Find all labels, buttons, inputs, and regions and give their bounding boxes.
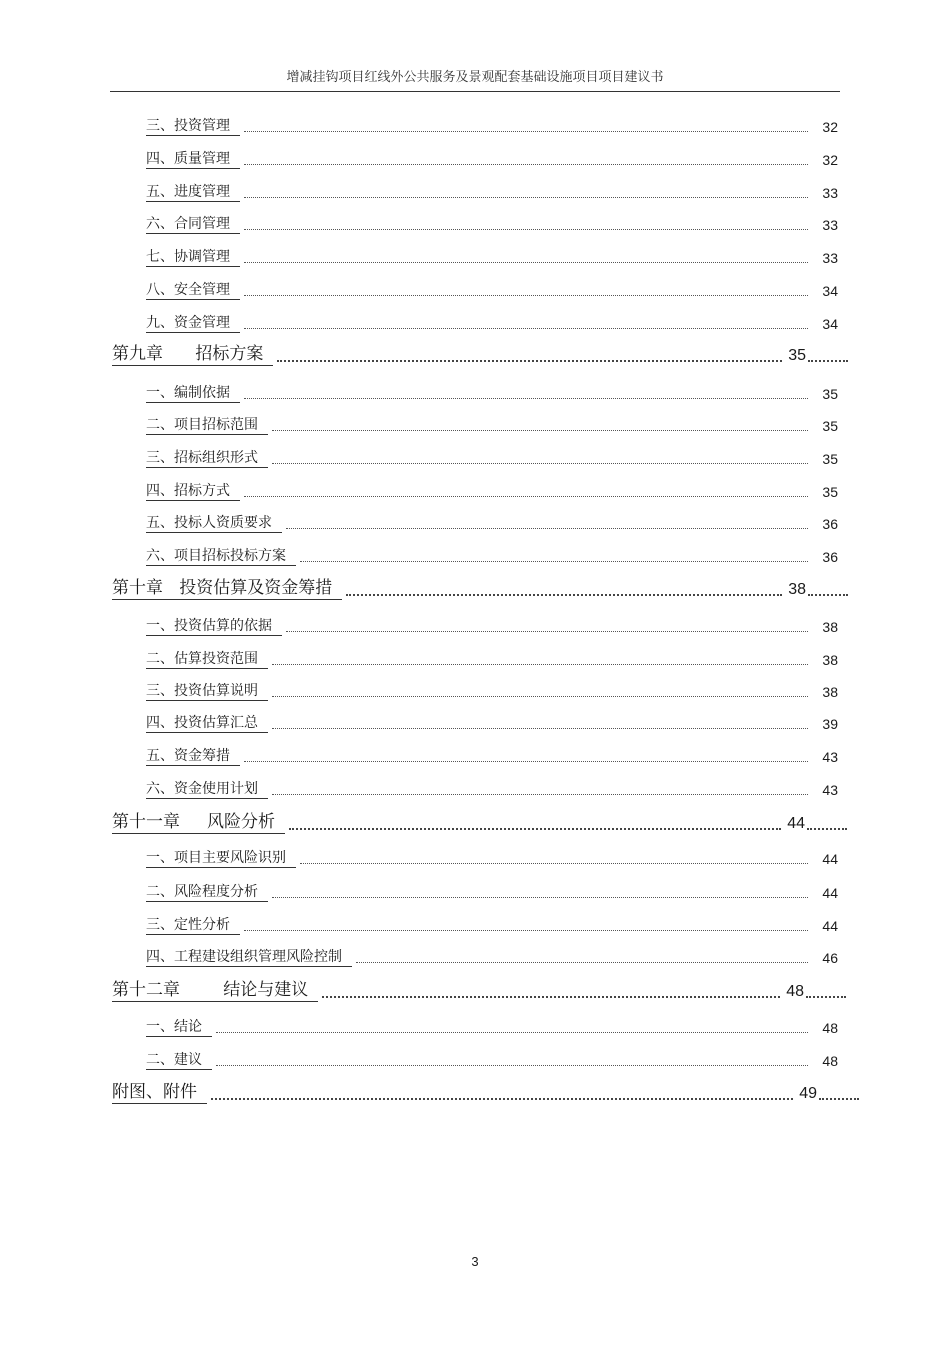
- toc-dot-leader: [272, 696, 808, 697]
- toc-dot-leader-tail: [819, 1098, 859, 1100]
- toc-section-entry[interactable]: [146, 381, 838, 403]
- toc-section-entry[interactable]: [146, 311, 838, 333]
- toc-dot-leader: [322, 996, 780, 998]
- toc-dot-leader: [272, 430, 808, 431]
- toc-dot-leader: [244, 229, 808, 230]
- toc-entry-label: 五、资金筹措: [146, 747, 240, 766]
- toc-entry-label: 第十章 投资估算及资金筹措: [112, 578, 342, 600]
- toc-page-number: 32: [822, 152, 838, 168]
- toc-entry-label: 六、合同管理: [146, 215, 240, 234]
- toc-page-number: 39: [822, 716, 838, 732]
- toc-dot-leader: [244, 398, 808, 399]
- toc-entry-label: 一、编制依据: [146, 384, 240, 403]
- toc-page-number: 35: [822, 386, 838, 402]
- toc-entry-label: 五、投标人资质要求: [146, 514, 282, 533]
- toc-page-number: 35: [822, 418, 838, 434]
- toc-chapter-entry[interactable]: [112, 1082, 859, 1104]
- toc-page-number: 36: [822, 516, 838, 532]
- toc-section-entry[interactable]: [146, 913, 838, 935]
- toc-page-number: 33: [822, 217, 838, 233]
- toc-page-number: 34: [822, 283, 838, 299]
- toc-page-number: 44: [787, 815, 805, 832]
- toc-dot-leader: [244, 197, 808, 198]
- toc-section-entry[interactable]: [146, 880, 838, 902]
- toc-section-entry[interactable]: [146, 614, 838, 636]
- toc-chapter-entry[interactable]: [112, 344, 848, 366]
- toc-dot-leader: [244, 328, 808, 329]
- toc-dot-leader: [300, 561, 808, 562]
- toc-page-number: 49: [799, 1085, 817, 1102]
- toc-section-entry[interactable]: [146, 245, 838, 267]
- toc-entry-label: 第十二章 结论与建议: [112, 980, 318, 1002]
- toc-chapter-entry[interactable]: [112, 980, 846, 1002]
- toc-dot-leader: [211, 1098, 793, 1100]
- toc-entry-label: 一、结论: [146, 1018, 212, 1037]
- toc-entry-label: 一、项目主要风险识别: [146, 849, 296, 868]
- toc-dot-leader: [346, 594, 782, 596]
- toc-entry-label: 六、项目招标投标方案: [146, 547, 296, 566]
- toc-page-number: 32: [822, 119, 838, 135]
- toc-page-number: 43: [822, 749, 838, 765]
- toc-page-number: 35: [788, 347, 806, 364]
- toc-page-number: 36: [822, 549, 838, 565]
- toc-section-entry[interactable]: [146, 413, 838, 435]
- toc-entry-label: 第十一章 风险分析: [112, 812, 285, 834]
- toc-dot-leader: [244, 295, 808, 296]
- toc-entry-label: 八、安全管理: [146, 281, 240, 300]
- toc-page-number: 35: [822, 484, 838, 500]
- toc-dot-leader-tail: [808, 360, 848, 362]
- toc-entry-label: 三、定性分析: [146, 916, 240, 935]
- toc-dot-leader: [286, 528, 808, 529]
- toc-dot-leader-tail: [808, 594, 848, 596]
- toc-page-number: 38: [822, 684, 838, 700]
- toc-section-entry[interactable]: [146, 777, 838, 799]
- toc-entry-label: 六、资金使用计划: [146, 780, 268, 799]
- toc-page-number: 48: [786, 983, 804, 1000]
- running-header-title: 增减挂钩项目红线外公共服务及景观配套基础设施项目项目建议书: [286, 70, 664, 85]
- toc-entry-label: 三、招标组织形式: [146, 449, 268, 468]
- toc-entry-label: 七、协调管理: [146, 248, 240, 267]
- toc-page-number: 48: [822, 1020, 838, 1036]
- toc-section-entry[interactable]: [146, 679, 838, 701]
- toc-dot-leader: [216, 1032, 808, 1033]
- toc-page-number: 33: [822, 250, 838, 266]
- toc-section-entry[interactable]: [146, 278, 838, 300]
- toc-entry-label: 九、资金管理: [146, 314, 240, 333]
- toc-entry-label: 第九章 招标方案: [112, 344, 273, 366]
- toc-page-number: 38: [788, 581, 806, 598]
- toc-section-entry[interactable]: [146, 147, 838, 169]
- toc-dot-leader-tail: [806, 996, 846, 998]
- toc-section-entry[interactable]: [146, 114, 838, 136]
- toc-chapter-entry[interactable]: [112, 812, 847, 834]
- toc-page-number: 44: [822, 851, 838, 867]
- toc-dot-leader-tail: [807, 828, 847, 830]
- toc-dot-leader: [272, 897, 808, 898]
- toc-section-entry[interactable]: [146, 647, 838, 669]
- toc-entry-label: 四、投资估算汇总: [146, 714, 268, 733]
- toc-page-number: 46: [822, 950, 838, 966]
- toc-dot-leader: [286, 631, 808, 632]
- toc-entry-label: 二、项目招标范围: [146, 416, 268, 435]
- toc-entry-label: 五、进度管理: [146, 183, 240, 202]
- toc-page-number: 38: [822, 652, 838, 668]
- header-rule: [110, 91, 840, 92]
- toc-dot-leader: [244, 761, 808, 762]
- toc-section-entry[interactable]: [146, 511, 838, 533]
- toc-entry-label: 四、工程建设组织管理风险控制: [146, 948, 352, 967]
- toc-dot-leader: [277, 360, 782, 362]
- toc-entry-label: 三、投资估算说明: [146, 682, 268, 701]
- toc-entry-label: 三、投资管理: [146, 117, 240, 136]
- toc-page-number: 43: [822, 782, 838, 798]
- toc-dot-leader: [272, 664, 808, 665]
- toc-section-entry[interactable]: [146, 544, 838, 566]
- toc-page-number: 38: [822, 619, 838, 635]
- toc-section-entry[interactable]: [146, 479, 838, 501]
- toc-entry-label: 二、建议: [146, 1051, 212, 1070]
- toc-dot-leader: [244, 131, 808, 132]
- toc-dot-leader: [289, 828, 781, 830]
- toc-dot-leader: [216, 1065, 808, 1066]
- toc-entry-label: 四、质量管理: [146, 150, 240, 169]
- toc-section-entry[interactable]: [146, 180, 838, 202]
- toc-dot-leader: [244, 496, 808, 497]
- toc-section-entry[interactable]: [146, 212, 838, 234]
- toc-dot-leader: [244, 164, 808, 165]
- toc-section-entry[interactable]: [146, 1048, 838, 1070]
- toc-dot-leader: [244, 262, 808, 263]
- toc-entry-label: 四、招标方式: [146, 482, 240, 501]
- toc-chapter-entry[interactable]: [112, 578, 848, 600]
- toc-section-entry[interactable]: [146, 1015, 838, 1037]
- toc-page-number: 44: [822, 918, 838, 934]
- toc-entry-label: 二、估算投资范围: [146, 650, 268, 669]
- toc-dot-leader: [272, 794, 808, 795]
- toc-dot-leader: [272, 728, 808, 729]
- page-number: 3: [471, 1254, 479, 1269]
- toc-section-entry[interactable]: [146, 744, 838, 766]
- toc-page-number: 33: [822, 185, 838, 201]
- toc-dot-leader: [356, 962, 808, 963]
- toc-entry-label: 二、风险程度分析: [146, 883, 268, 902]
- toc-dot-leader: [244, 930, 808, 931]
- toc-section-entry[interactable]: [146, 945, 838, 967]
- toc-entry-label: 附图、附件: [112, 1082, 207, 1104]
- toc-dot-leader: [300, 863, 808, 864]
- toc-page-number: 34: [822, 316, 838, 332]
- toc-page-number: 35: [822, 451, 838, 467]
- toc-section-entry[interactable]: [146, 711, 838, 733]
- toc-section-entry[interactable]: [146, 846, 838, 868]
- toc-entry-label: 一、投资估算的依据: [146, 617, 282, 636]
- toc-section-entry[interactable]: [146, 446, 838, 468]
- toc-page-number: 48: [822, 1053, 838, 1069]
- toc-dot-leader: [272, 463, 808, 464]
- toc-page-number: 44: [822, 885, 838, 901]
